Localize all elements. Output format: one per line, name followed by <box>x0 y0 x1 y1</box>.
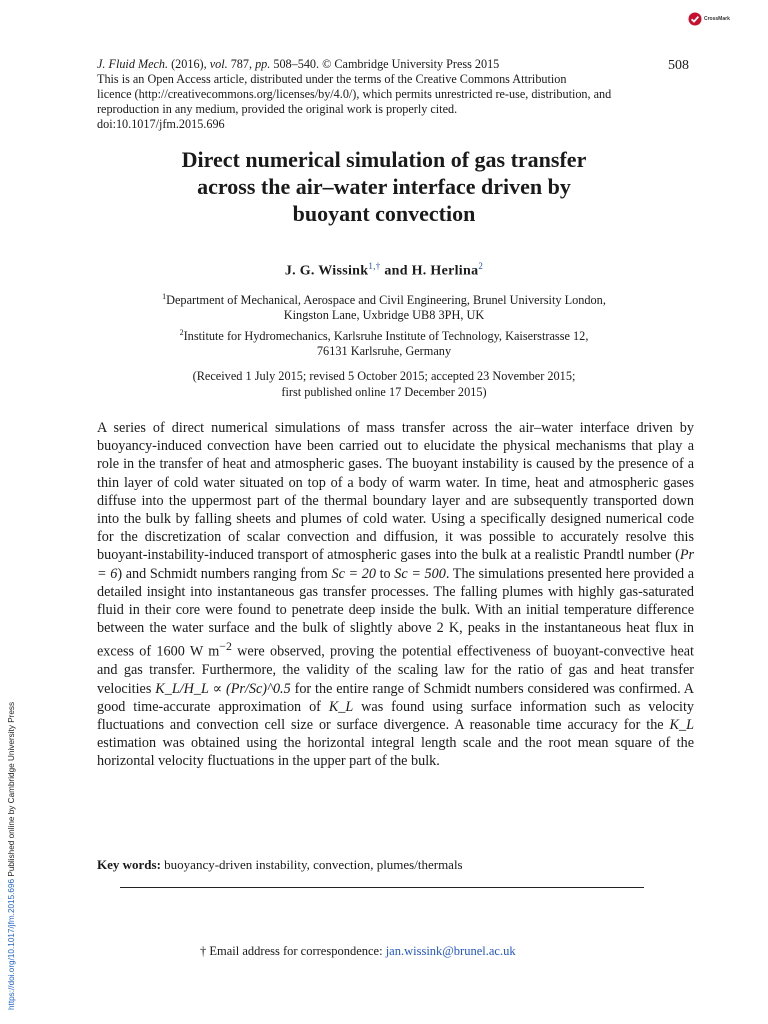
math-exponent: −2 <box>219 639 232 654</box>
journal-header <box>97 57 697 132</box>
crossmark-label: CrossMark <box>704 16 730 22</box>
affiliation: $^2$Institute for Hydromechanics, Karlsruhe Institute of Technology, Kaiserstrasse 12, 76131 Karlsruhe, Germany <box>179 328 589 359</box>
author-affiliation-mark[interactable]: 1,† <box>368 261 381 271</box>
keywords <box>97 857 463 873</box>
author-affiliation-mark[interactable]: 2 <box>478 261 484 271</box>
author-name: J. G. Wissink <box>284 263 369 279</box>
title-line: buoyant convection <box>292 201 476 226</box>
doi[interactable]: doi:10.1017/jfm.2015.696 <box>97 117 225 131</box>
author-name: H. Herlina <box>411 263 479 279</box>
email-link[interactable]: jan.wissink@brunel.ac.uk <box>385 944 516 958</box>
abstract: A series of direct numerical simulations of mass transfer across the air–water interface driven by buoyancy-induced convection have been carried out to elucidate the physical mechanisms that play a role in the transfer of heat and atmospheric gases. The buoyant instability is caused by the presence of a thin layer of cold water situated on top of a body of warm water. In time, heat and atmospheric gases diffuse into the uppermost part of the thermal boundary layer and are subsequently transported down into the bulk by falling sheets and plumes of cold water. Using a specifically designed numerical code for the discretization of scalar convection and diffusion, it was possible to accurately resolve this buoyant-instability-induced transport of atmospheric gases into the bulk at a realistic Prandtl number (Pr = 6) and Schmidt numbers ranging from Sc = 20 to Sc = 500. The simulations presented here provided a detailed insight into instantaneous gas transfer processes. The falling plumes with highly gas-saturated fluid in their core were found to penetrate deep inside the bulk. With an initial temperature difference between the water surface and the bulk of slightly above 2 K, peaks in the instantaneous heat flux in excess of 1600 W $m^{-2}$ were observed, proving the potential effectiveness of buoyant-convective heat and gas transfer. Furthermore, the validity of the scaling law for the ratio of gas and heat transfer velocities K_L/H_L ∝ (Pr/Sc)^0.5 for the entire range of Schmidt numbers considered was confirmed. A good time-accurate approximation of K_L was found using surface information such as velocity fluctuations and convection cell size or surface divergence. A reasonable time accuracy for the K_L estimation was obtained using the horizontal integral length scale and the root mean square of the horizontal velocity fluctuations in the upper part of the bulk. <box>97 420 695 770</box>
author-list: J. G. Wissink$^{1,\dagger}$ and H. Herlina$^2$ <box>284 261 484 279</box>
crossmark-badge[interactable] <box>688 12 730 26</box>
page-number: 508 <box>668 58 689 73</box>
license-line: This is an Open Access article, distributed under the terms of the Creative Commons Attribution <box>97 72 567 86</box>
license-line: licence (http://creativecommons.org/licenses/by/4.0/), which permits unrestricted re-use, distribution, and <box>97 87 612 101</box>
affiliation: $^1$Department of Mechanical, Aerospace and Civil Engineering, Brunel University London, Kingston Lane, Uxbridge UB8 3PH, UK <box>162 292 606 323</box>
math-inline: K_L/H_L ∝ (Pr/Sc)^0.5 <box>155 680 291 697</box>
footnote-divider <box>120 887 644 888</box>
math-inline: K_L <box>328 698 354 715</box>
paper-title <box>84 146 684 227</box>
crossmark-icon <box>688 12 702 26</box>
math-inline: Sc = 500 <box>394 565 446 582</box>
title-line: across the air–water interface driven by <box>197 174 571 199</box>
submission-dates: (Received 1 July 2015; revised 5 October 2015; accepted 23 November 2015; first published online 17 December 2015) <box>192 369 576 399</box>
keywords-label: Key words: <box>97 857 161 872</box>
math-inline: Pr = 6 <box>97 547 694 582</box>
keywords-text: buoyancy-driven instability, convection, plumes/thermals <box>160 857 463 872</box>
correspondence-footnote: † Email address for correspondence: jan.wissink@brunel.ac.uk <box>200 944 516 958</box>
title-line: Direct numerical simulation of gas transfer <box>181 147 587 172</box>
doi-link[interactable]: https://doi.org/10.1017/jfm.2015.696 <box>7 878 16 1010</box>
math-inline: Sc = 20 <box>331 565 376 582</box>
license-line: reproduction in any medium, provided the original work is properly cited. <box>97 102 458 116</box>
side-publication-note: https://doi.org/10.1017/jfm.2015.696 Published online by Cambridge University Press <box>7 701 16 1010</box>
citation-line: J. Fluid Mech. (2016), vol. 787, pp. 508–540. © Cambridge University Press 2015 <box>97 57 500 71</box>
math-inline: K_L <box>669 716 694 733</box>
